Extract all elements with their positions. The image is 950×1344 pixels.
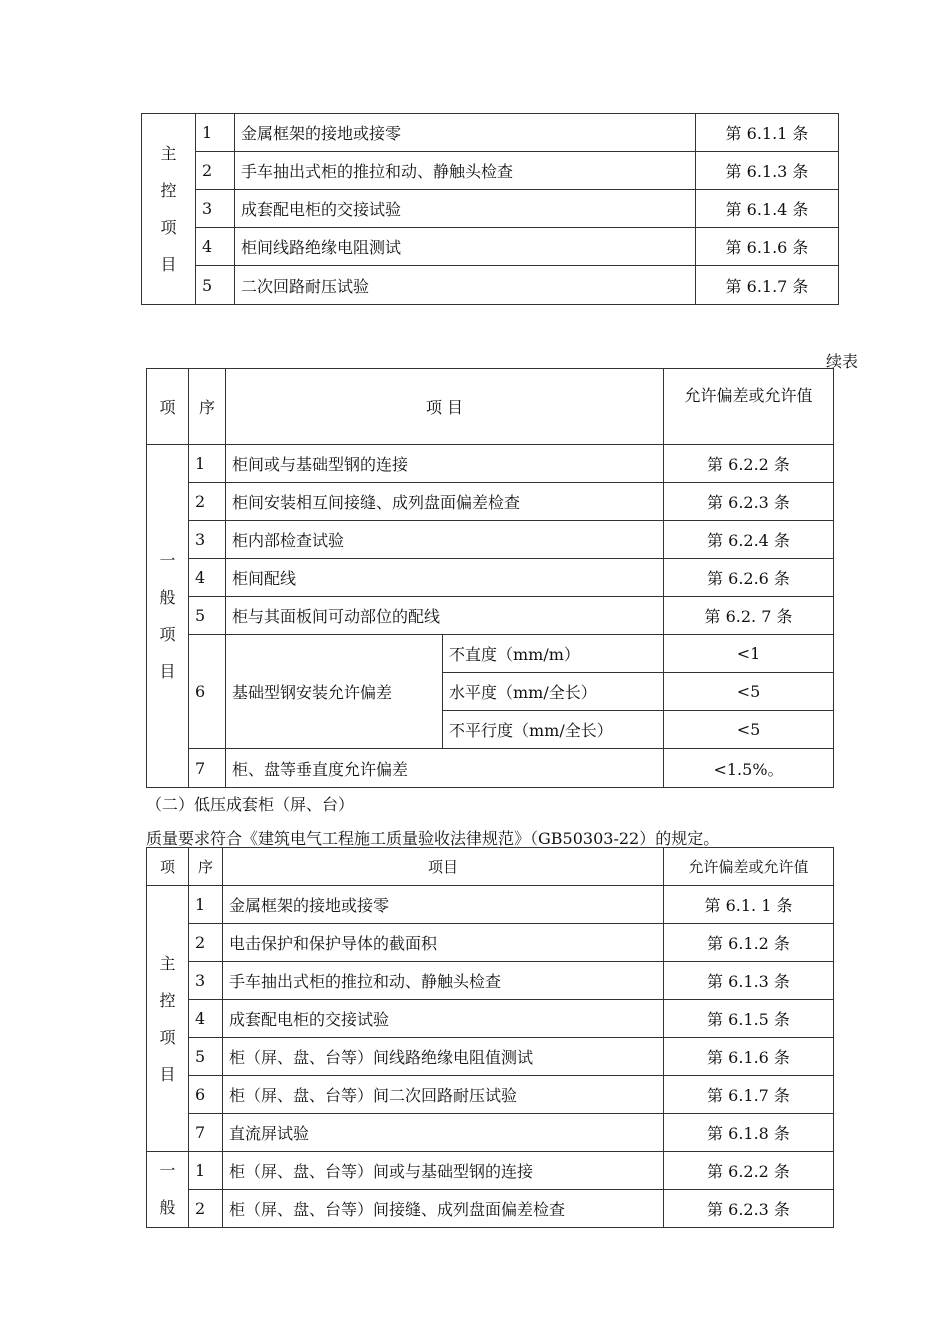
- item-name: 柜与其面板间可动部位的配线: [226, 597, 664, 635]
- row-number: 3: [189, 962, 223, 1000]
- item-name: 柜内部检查试验: [226, 521, 664, 559]
- header-item: 项目: [223, 848, 664, 886]
- group-label-general: 一 般 项 目: [147, 445, 189, 788]
- section-title: （二）低压成套柜（屏、台）: [146, 795, 355, 814]
- item-name: 电击保护和保护导体的截面积: [223, 924, 664, 962]
- group-label-main-control: 主 控 项 目: [142, 114, 196, 305]
- continued-label: 续表: [826, 352, 859, 371]
- item-name: 基础型钢安装允许偏差: [226, 635, 443, 749]
- clause-reference: 第 6.2.6 条: [664, 559, 834, 597]
- sub-item-name: 水平度（mm/全长）: [443, 673, 664, 711]
- item-name: 手车抽出式柜的推拉和动、静触头检查: [223, 962, 664, 1000]
- clause-reference: 第 6.1.2 条: [664, 924, 834, 962]
- item-name: 柜间配线: [226, 559, 664, 597]
- row-number: 2: [189, 483, 226, 521]
- row-number: 4: [189, 1000, 223, 1038]
- clause-reference: 第 6.1.3 条: [696, 152, 839, 190]
- clause-reference: 第 6.1.8 条: [664, 1114, 834, 1152]
- clause-reference: 第 6.2. 7 条: [664, 597, 834, 635]
- item-name: 柜间或与基础型钢的连接: [226, 445, 664, 483]
- item-name: 柜间线路绝缘电阻测试: [235, 228, 696, 266]
- low-voltage-cabinet-table: [146, 847, 834, 1228]
- item-name: 二次回路耐压试验: [235, 266, 696, 305]
- item-name: 柜间安装相互间接缝、成列盘面偏差检查: [226, 483, 664, 521]
- row-number: 1: [189, 445, 226, 483]
- sub-item-name: 不直度（mm/m）: [443, 635, 664, 673]
- row-number: 1: [189, 886, 223, 924]
- row-number: 2: [189, 1190, 223, 1228]
- clause-reference: 第 6.1.1 条: [696, 114, 839, 152]
- clause-reference: 第 6.1.5 条: [664, 1000, 834, 1038]
- row-number: 7: [189, 1114, 223, 1152]
- tolerance-value: <1: [664, 635, 834, 673]
- sub-item-name: 不平行度（mm/全长）: [443, 711, 664, 749]
- item-name: 直流屏试验: [223, 1114, 664, 1152]
- header-item: 项 目: [226, 369, 664, 445]
- header-tolerance: 允许偏差或允许值: [664, 369, 834, 445]
- row-number: 4: [196, 228, 235, 266]
- group-label-main-control: 主 控 项 目: [147, 886, 189, 1152]
- row-number: 1: [196, 114, 235, 152]
- item-name: 成套配电柜的交接试验: [223, 1000, 664, 1038]
- item-name: 柜（屏、盘、台等）间或与基础型钢的连接: [223, 1152, 664, 1190]
- clause-reference: 第 6.2.3 条: [664, 1190, 834, 1228]
- clause-reference: 第 6.2.3 条: [664, 483, 834, 521]
- clause-reference: 第 6.2.2 条: [664, 445, 834, 483]
- clause-reference: 第 6.1.7 条: [696, 266, 839, 305]
- group-label-general: 一 般: [147, 1152, 189, 1228]
- header-sequence: 序: [189, 848, 223, 886]
- tolerance-value: <1.5%。: [664, 749, 834, 788]
- header-category: 项: [147, 848, 189, 886]
- row-number: 7: [189, 749, 226, 788]
- clause-reference: 第 6.1.4 条: [696, 190, 839, 228]
- row-number: 3: [196, 190, 235, 228]
- item-name: 金属框架的接地或接零: [223, 886, 664, 924]
- row-number: 6: [189, 1076, 223, 1114]
- clause-reference: 第 6.1.6 条: [696, 228, 839, 266]
- clause-reference: 第 6.1.7 条: [664, 1076, 834, 1114]
- item-name: 手车抽出式柜的推拉和动、静触头检查: [235, 152, 696, 190]
- main-control-items-table: [141, 113, 839, 305]
- clause-reference: 第 6.1.6 条: [664, 1038, 834, 1076]
- row-number: 2: [196, 152, 235, 190]
- row-number: 3: [189, 521, 226, 559]
- header-category: 项: [147, 369, 189, 445]
- item-name: 柜、盘等垂直度允许偏差: [226, 749, 664, 788]
- tolerance-value: <5: [664, 711, 834, 749]
- row-number: 4: [189, 559, 226, 597]
- item-name: 柜（屏、盘、台等）间接缝、成列盘面偏差检查: [223, 1190, 664, 1228]
- header-tolerance: 允许偏差或允许值: [664, 848, 834, 886]
- item-name: 金属框架的接地或接零: [235, 114, 696, 152]
- row-number: 5: [196, 266, 235, 305]
- clause-reference: 第 6.2.4 条: [664, 521, 834, 559]
- clause-reference: 第 6.2.2 条: [664, 1152, 834, 1190]
- item-name: 柜（屏、盘、台等）间二次回路耐压试验: [223, 1076, 664, 1114]
- general-items-table: [146, 368, 834, 788]
- section-description: 质量要求符合《建筑电气工程施工质量验收法律规范》（GB50303-22）的规定。: [146, 829, 720, 848]
- item-name: 成套配电柜的交接试验: [235, 190, 696, 228]
- item-name: 柜（屏、盘、台等）间线路绝缘电阻值测试: [223, 1038, 664, 1076]
- row-number: 5: [189, 1038, 223, 1076]
- row-number: 2: [189, 924, 223, 962]
- row-number: 6: [189, 635, 226, 749]
- clause-reference: 第 6.1. 1 条: [664, 886, 834, 924]
- row-number: 1: [189, 1152, 223, 1190]
- header-sequence: 序: [189, 369, 226, 445]
- tolerance-value: <5: [664, 673, 834, 711]
- clause-reference: 第 6.1.3 条: [664, 962, 834, 1000]
- row-number: 5: [189, 597, 226, 635]
